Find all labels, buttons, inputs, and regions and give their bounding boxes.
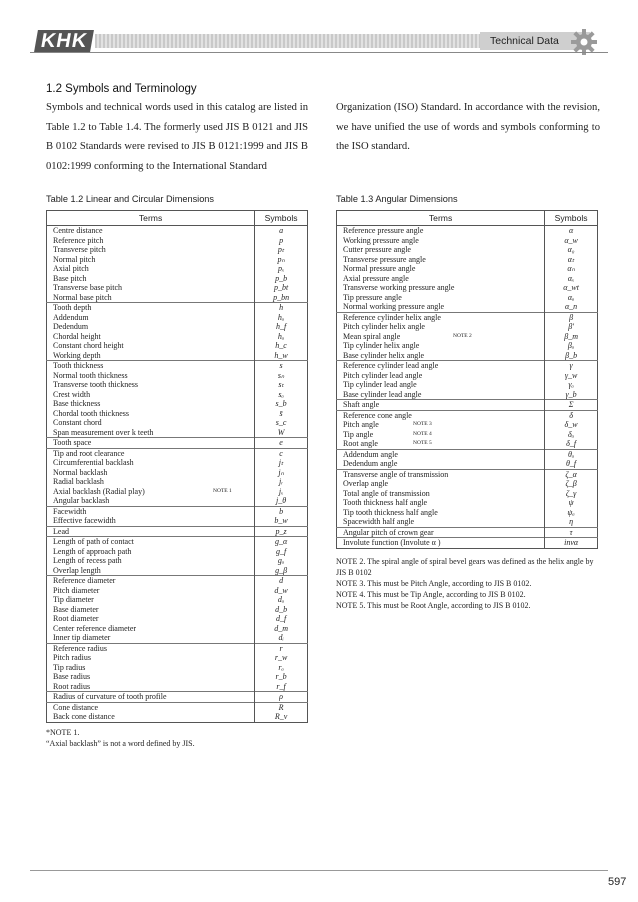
symbol: β_b <box>565 350 578 360</box>
symbol: p_bn <box>273 292 290 302</box>
symbol: αₜ <box>567 254 575 264</box>
symbol: j_θ <box>276 496 287 505</box>
note-3: NOTE 3. This must be Pitch Angle, according to JIS B 0102. <box>336 579 532 588</box>
symbols-cell <box>255 576 308 644</box>
term: Tooth thickness <box>53 361 104 370</box>
symbols-cell <box>545 449 598 469</box>
symbol: dᵢ <box>278 633 284 642</box>
term: Reference radius <box>53 643 107 653</box>
symbol: ψₐ <box>567 507 575 517</box>
term: Root angle NOTE 5 <box>343 439 432 448</box>
term: Axial backlash (Radial play) NOTE 1 <box>53 486 232 496</box>
term: Normal pressure angle <box>343 264 416 273</box>
table-row <box>337 361 598 400</box>
symbol: jᵣ <box>278 477 284 486</box>
symbol: c <box>279 448 283 458</box>
term: Length of recess path <box>53 556 122 565</box>
symbols-cell <box>255 361 308 438</box>
symbol: p_b <box>275 273 288 283</box>
term: Reference diameter <box>53 576 116 585</box>
symbol: γ_w <box>564 370 578 380</box>
intro-paragraph-right: Organization (ISO) Standard. In accordance with the revision, we have unified the use of words and symbols conforming to the ISO standard. <box>336 102 600 153</box>
symbol: ρ <box>279 692 283 701</box>
terms-cell <box>337 527 545 538</box>
term: Reference cylinder helix angle <box>343 312 441 322</box>
term: Mean spiral angle NOTE 2 <box>343 331 472 341</box>
terms-cell <box>337 538 545 549</box>
section-title: 1.2 Symbols and Terminology <box>46 83 197 95</box>
term: Reference pressure angle <box>343 226 424 235</box>
symbol: rₐ <box>278 662 284 672</box>
symbol: δ <box>569 410 573 420</box>
term: Working depth <box>53 350 101 360</box>
table-row <box>47 526 308 537</box>
term: Tip cylinder lead angle <box>343 380 417 389</box>
term: Pitch cylinder lead angle <box>343 370 423 380</box>
term: Pitch radius <box>53 653 91 662</box>
table-row <box>47 537 308 576</box>
symbols-cell <box>255 537 308 576</box>
table-row <box>47 361 308 438</box>
term: Pitch angle NOTE 3 <box>343 420 432 429</box>
header-rule <box>30 52 608 53</box>
symbol: β′ <box>568 322 574 331</box>
symbol: d_w <box>274 585 288 595</box>
symbol: α_n <box>564 302 578 311</box>
symbols-cell <box>545 538 598 549</box>
term: Overlap length <box>53 565 101 575</box>
term: Centre distance <box>53 226 103 235</box>
symbol: R_v <box>274 712 288 721</box>
term: Total angle of transmission <box>343 488 430 498</box>
terms-header: Terms <box>337 211 545 226</box>
table-1-2-footnote <box>46 727 308 749</box>
table-row <box>47 303 308 361</box>
symbol: s̄ <box>279 408 283 418</box>
term: Transverse angle of transmission <box>343 469 449 479</box>
symbols-cell <box>255 506 308 526</box>
symbols-cell <box>255 438 308 449</box>
term: Base cylinder lead angle <box>343 389 422 399</box>
term: Angular backlash <box>53 496 110 505</box>
symbol: αₓ <box>567 273 575 283</box>
term: Span measurement over k teeth <box>53 427 154 437</box>
section-label: Technical Data <box>480 32 590 50</box>
term: Tooth space <box>53 438 92 447</box>
term: Spacewidth half angle <box>343 517 415 526</box>
note-4: NOTE 4. This must be Tip Angle, according to JIS B 0102. <box>336 590 526 599</box>
symbol: sₐ <box>278 389 284 399</box>
terms-cell <box>47 537 255 576</box>
term: Constant chord height <box>53 341 124 350</box>
symbol: γ <box>569 361 573 370</box>
term: Normal base pitch <box>53 292 112 302</box>
symbol: W <box>277 427 285 437</box>
symbol: b <box>279 506 284 516</box>
inline-note-marker: NOTE 1 <box>213 487 232 494</box>
terms-cell <box>47 303 255 361</box>
term: Normal tooth thickness <box>53 370 128 380</box>
symbol: r_b <box>275 672 287 681</box>
term: Constant chord <box>53 418 102 427</box>
term: Normal backlash <box>53 467 108 477</box>
symbol: h_c <box>275 341 287 350</box>
symbols-header: Symbols <box>545 211 598 226</box>
symbol: δ_w <box>564 420 578 429</box>
term: Normal working pressure angle <box>343 302 445 311</box>
terms-cell <box>47 576 255 644</box>
terms-cell <box>337 400 545 411</box>
term: Dedendum angle <box>343 459 398 468</box>
term: Radial backlash <box>53 477 104 486</box>
term: Lead <box>53 526 69 536</box>
symbol: ψ <box>568 498 574 507</box>
table-row <box>47 226 308 303</box>
symbols-cell <box>255 226 308 303</box>
symbol: γₐ <box>568 380 574 389</box>
term: Base pitch <box>53 273 87 283</box>
term: Circumferential backlash <box>53 458 134 467</box>
symbol: a <box>279 226 284 235</box>
symbol: sₜ <box>278 380 284 389</box>
symbol: h_f <box>275 322 287 331</box>
symbol: p <box>279 235 284 245</box>
symbol: τ <box>569 527 573 537</box>
symbol: αₙ <box>567 264 575 273</box>
term: Chordal height <box>53 331 101 341</box>
symbols-header: Symbols <box>255 211 308 226</box>
terms-cell <box>337 226 545 313</box>
term: Axial pitch <box>53 264 89 273</box>
terms-cell <box>47 438 255 449</box>
symbol: d <box>279 576 284 585</box>
term: Working pressure angle <box>343 235 419 245</box>
symbol: g_α <box>274 537 288 546</box>
term: Tip tooth thickness half angle <box>343 507 438 517</box>
term: Transverse pitch <box>53 245 106 254</box>
symbols-cell <box>255 643 308 692</box>
symbol: β_m <box>564 331 578 341</box>
symbol: δ_f <box>566 439 577 448</box>
symbol: h <box>279 303 284 312</box>
term: Tip radius <box>53 662 86 672</box>
symbol: g_β <box>275 565 288 575</box>
terms-cell <box>47 643 255 692</box>
symbol: d_b <box>275 604 288 614</box>
symbol: η <box>569 517 574 526</box>
term: Transverse base pitch <box>53 283 123 292</box>
symbol: b_w <box>274 516 288 525</box>
symbol: p_bt <box>273 283 289 292</box>
table-row <box>337 400 598 411</box>
symbol: d_m <box>274 623 288 633</box>
symbol: s_c <box>275 418 287 427</box>
symbols-cell <box>545 469 598 527</box>
terms-cell <box>47 361 255 438</box>
note-2: NOTE 2. The spiral angle of spiral bevel gears was defined as the helix angle by JIS B 0102 <box>336 557 594 577</box>
terms-cell <box>337 469 545 527</box>
inline-note-marker: NOTE 5 <box>413 440 432 446</box>
table-linear-circular-dimensions <box>46 210 308 723</box>
symbol: hₐ <box>277 331 285 341</box>
symbol: βₐ <box>567 341 575 350</box>
symbol: invα <box>564 538 579 547</box>
term: Dedendum <box>53 322 89 331</box>
khk-logo: KHK <box>34 30 94 52</box>
footer-rule <box>30 870 608 871</box>
terms-cell <box>337 361 545 400</box>
term: Angular pitch of crown gear <box>343 527 434 537</box>
term: Tip angle NOTE 4 <box>343 429 432 439</box>
term: Length of approach path <box>53 546 132 556</box>
table-1-2-caption: Table 1.2 Linear and Circular Dimensions <box>46 194 215 204</box>
symbol: gₐ <box>277 556 285 565</box>
table-row <box>337 538 598 549</box>
terms-cell <box>47 448 255 506</box>
symbol: θ_f <box>566 459 577 468</box>
symbols-cell <box>545 527 598 538</box>
term: Axial pressure angle <box>343 273 409 283</box>
term: Pitch diameter <box>53 585 100 595</box>
symbol: s <box>279 361 283 370</box>
symbol: α <box>568 226 574 235</box>
term: Overlap angle <box>343 479 389 488</box>
symbol: γ_b <box>565 389 577 399</box>
symbol: α₀ <box>567 245 575 254</box>
term: Facewidth <box>53 506 87 516</box>
symbol: pₓ <box>277 264 285 273</box>
symbol: αₐ <box>567 292 575 302</box>
term: Inner tip diameter <box>53 633 111 642</box>
symbol: g_f <box>275 546 287 556</box>
table-row <box>337 469 598 527</box>
term: Base radius <box>53 672 91 681</box>
symbols-cell <box>255 702 308 722</box>
table-row <box>337 410 598 449</box>
symbol: ζ_γ <box>565 488 577 498</box>
table-1-3-notes <box>336 556 598 611</box>
terms-cell <box>47 526 255 537</box>
terms-cell <box>47 692 255 703</box>
table-row <box>47 702 308 722</box>
term: Tip diameter <box>53 595 94 604</box>
term: Root diameter <box>53 614 99 623</box>
symbol: d_f <box>275 614 287 623</box>
term: Crest width <box>53 389 91 399</box>
term: Tooth depth <box>53 303 92 312</box>
table-1-3-caption: Table 1.3 Angular Dimensions <box>336 194 458 204</box>
symbols-cell <box>255 526 308 537</box>
table-row <box>47 506 308 526</box>
symbol: r_w <box>274 653 288 662</box>
symbol: jₜ <box>278 458 284 467</box>
symbol: sₙ <box>277 370 285 380</box>
symbol: pₜ <box>277 245 285 254</box>
inline-note-marker: NOTE 3 <box>413 421 432 427</box>
term: Addendum <box>53 312 89 322</box>
symbol: hₐ <box>277 312 285 322</box>
symbol: δₐ <box>568 429 575 439</box>
symbol: h_w <box>274 350 288 360</box>
table-row <box>337 527 598 538</box>
term: Pitch cylinder helix angle <box>343 322 425 331</box>
symbols-cell <box>255 448 308 506</box>
term: Tip and root clearance <box>53 448 125 458</box>
term: Length of path of contact <box>53 537 134 546</box>
terms-cell <box>47 702 255 722</box>
term: Normal pitch <box>53 254 96 264</box>
symbol: jₙ <box>278 467 284 477</box>
table-row <box>337 449 598 469</box>
term: Tooth thickness half angle <box>343 498 428 507</box>
page-number: 597 <box>608 876 627 888</box>
intro-paragraph-left: Symbols and technical words used in this catalog are listed in Table 1.2 to Table 1.4. The formerly used JIS B 0121 and JIS B 0102 Standards were revised to JIS B 0121:1999 and JIS B 0102:1999 conforming to the International Standard <box>46 102 308 172</box>
term: Center reference diameter <box>53 623 137 633</box>
symbol: R <box>278 702 284 712</box>
term: Base thickness <box>53 399 101 408</box>
terms-cell <box>337 449 545 469</box>
term: Addendum angle <box>343 449 398 459</box>
symbol: s_b <box>275 399 287 408</box>
terms-cell <box>337 312 545 361</box>
footnote-title: *NOTE 1. <box>46 728 80 737</box>
inline-note-marker: NOTE 4 <box>413 430 432 437</box>
term: Tip cylinder helix angle <box>343 341 420 350</box>
term: Transverse tooth thickness <box>53 380 139 389</box>
terms-header: Terms <box>47 211 255 226</box>
note-5: NOTE 5. This must be Root Angle, according to JIS B 0102. <box>336 601 531 610</box>
symbol: Σ <box>568 400 574 409</box>
term: Reference cylinder lead angle <box>343 361 439 370</box>
term: Cone distance <box>53 702 99 712</box>
term: Transverse working pressure angle <box>343 283 455 292</box>
term: Back cone distance <box>53 712 115 721</box>
symbols-cell <box>545 226 598 313</box>
inline-note-marker: NOTE 2 <box>453 332 472 339</box>
term: Tip pressure angle <box>343 292 402 302</box>
symbol: pₙ <box>277 254 285 264</box>
term: Reference pitch <box>53 235 104 245</box>
term: Involute function (Involute α ) <box>343 538 441 547</box>
symbols-cell <box>545 361 598 400</box>
terms-cell <box>47 506 255 526</box>
symbols-cell <box>545 400 598 411</box>
term: Radius of curvature of tooth profile <box>53 692 167 701</box>
symbols-cell <box>545 312 598 361</box>
table-row <box>47 438 308 449</box>
symbol: θₐ <box>567 449 575 459</box>
symbol: ζ_α <box>565 469 577 479</box>
table-angular-dimensions <box>336 210 598 549</box>
symbol: r_f <box>276 681 286 691</box>
symbol: β <box>569 312 574 322</box>
symbols-cell <box>255 692 308 703</box>
symbol: r <box>279 643 283 653</box>
table-body <box>47 226 308 723</box>
term: Base cylinder helix angle <box>343 350 425 360</box>
table-row <box>337 226 598 313</box>
terms-cell <box>47 226 255 303</box>
term: Shaft angle <box>343 400 380 409</box>
symbol: ζ_β <box>565 479 577 488</box>
symbols-cell <box>545 410 598 449</box>
table-row <box>47 692 308 703</box>
term: Chordal tooth thickness <box>53 408 129 418</box>
symbol: α_wt <box>563 283 579 292</box>
symbol: dₐ <box>277 595 285 604</box>
symbol: α_w <box>564 235 578 245</box>
term: Root radius <box>53 681 91 691</box>
symbol: e <box>279 438 283 447</box>
table-row <box>47 448 308 506</box>
symbol: p_z <box>275 526 287 536</box>
term: Reference cone angle <box>343 410 412 420</box>
term: Base diameter <box>53 604 99 614</box>
terms-cell <box>337 410 545 449</box>
table-row <box>47 576 308 644</box>
table-row <box>337 312 598 361</box>
term: Effective facewidth <box>53 516 116 525</box>
table-body <box>337 226 598 549</box>
term: Transverse pressure angle <box>343 254 426 264</box>
symbol: jₓ <box>278 486 284 496</box>
symbols-cell <box>255 303 308 361</box>
term: Cutter pressure angle <box>343 245 411 254</box>
table-row <box>47 643 308 692</box>
header-band <box>95 34 490 48</box>
footnote-text: “Axial backlash” is not a word defined by JIS. <box>46 739 195 748</box>
